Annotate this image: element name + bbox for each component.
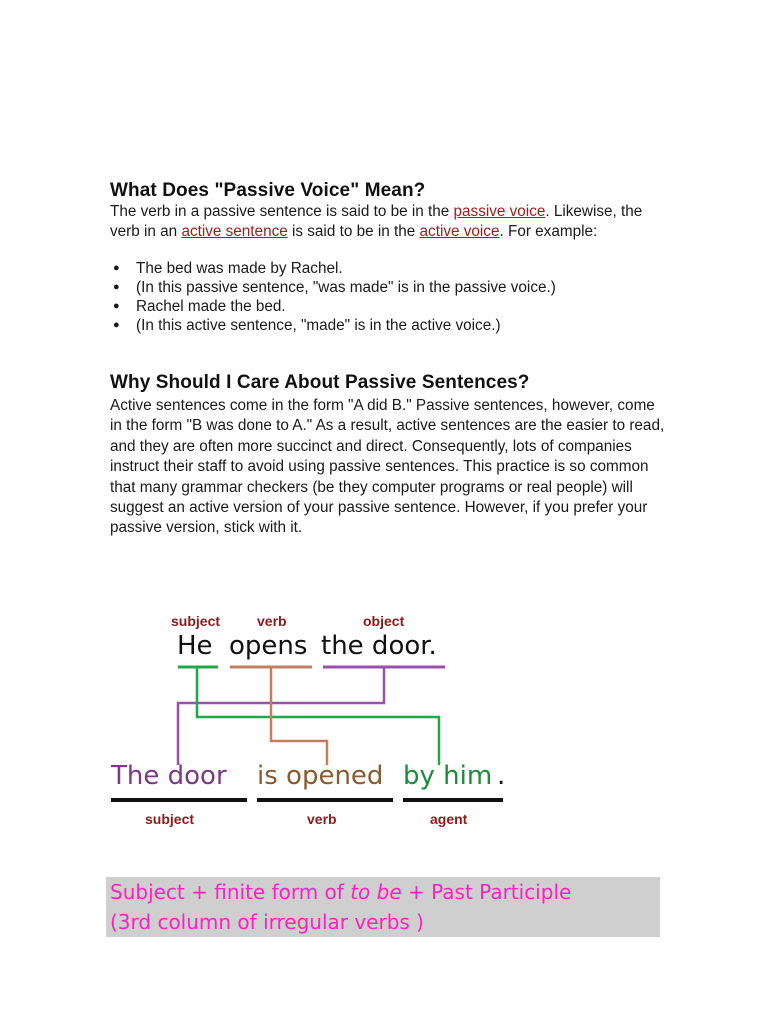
list-item-text: (In this passive sentence, "was made" is in the passive voice.): [136, 279, 556, 296]
why-care-paragraph: Active sentences come in the form "A did B." Passive sentences, however, come in the form "B was done to A." As a result, active sentences are the easier to read, and they are often more succinct and direct. Consequently, lots of companies instruct their staff to avoid using passive sentences. This practice is so common that many grammar checkers (be they computer programs or real people) will suggest an active version of your passive sentence. However, if you prefer your passive version, stick with it.: [110, 397, 665, 537]
intro-text-1: The verb in a passive sentence is said to be in the: [110, 203, 454, 220]
passive-formula-box: [106, 877, 660, 937]
bullet-dot-icon: ●: [113, 319, 120, 331]
formula-italic-to-be: to be: [350, 880, 402, 904]
example-bullet-list: [110, 259, 556, 335]
passive-verb-phrase: is opened: [257, 761, 384, 791]
formula-text-2: + Past Participle: [401, 880, 572, 904]
heading-why-care: Why Should I Care About Passive Sentences?: [110, 372, 530, 393]
active-verb-word: opens: [229, 631, 308, 661]
link-active-voice[interactable]: active voice: [419, 222, 500, 240]
label-subject-bottom: subject: [145, 811, 195, 827]
label-verb-top: verb: [257, 613, 287, 629]
intro-text-3: is said to be in the: [287, 222, 420, 240]
heading-passive-voice-meaning: What Does "Passive Voice" Mean?: [110, 180, 426, 201]
active-object-phrase: the door.: [321, 631, 437, 661]
bullet-dot-icon: ●: [113, 300, 120, 312]
formula-line-2: (3rd column of irregular verbs ): [110, 910, 424, 934]
formula-text-1: Subject + finite form of: [110, 880, 351, 904]
list-item-text: The bed was made by Rachel.: [136, 260, 343, 277]
list-item: [110, 316, 556, 335]
active-subject-word: He: [177, 631, 213, 661]
label-verb-bottom: verb: [307, 811, 337, 827]
list-item: [110, 259, 556, 278]
bullet-dot-icon: ●: [113, 262, 120, 274]
passive-subject-phrase: The door: [111, 761, 227, 791]
list-item-text: (In this active sentence, "made" is in the active voice.): [136, 317, 501, 334]
label-subject-top: subject: [171, 613, 221, 629]
passive-period: .: [497, 761, 506, 791]
link-active-sentence[interactable]: active sentence: [181, 222, 288, 240]
label-agent-bottom: agent: [430, 811, 468, 827]
connector-lines: [105, 605, 525, 835]
intro-text-2: . Likewise, the verb in an: [110, 203, 643, 240]
list-item-text: Rachel made the bed.: [136, 298, 286, 315]
subject-connector: [197, 667, 439, 765]
formula-line-1: [110, 877, 660, 907]
bullet-dot-icon: ●: [113, 281, 120, 293]
link-passive-voice[interactable]: passive voice: [453, 203, 546, 220]
passive-transformation-diagram: [105, 605, 525, 835]
intro-paragraph: [110, 202, 670, 241]
label-object-top: object: [363, 613, 405, 629]
list-item: [110, 297, 556, 316]
list-item: [110, 278, 556, 297]
passive-agent-phrase: by him: [403, 761, 493, 791]
intro-text-4: . For example:: [499, 222, 598, 240]
